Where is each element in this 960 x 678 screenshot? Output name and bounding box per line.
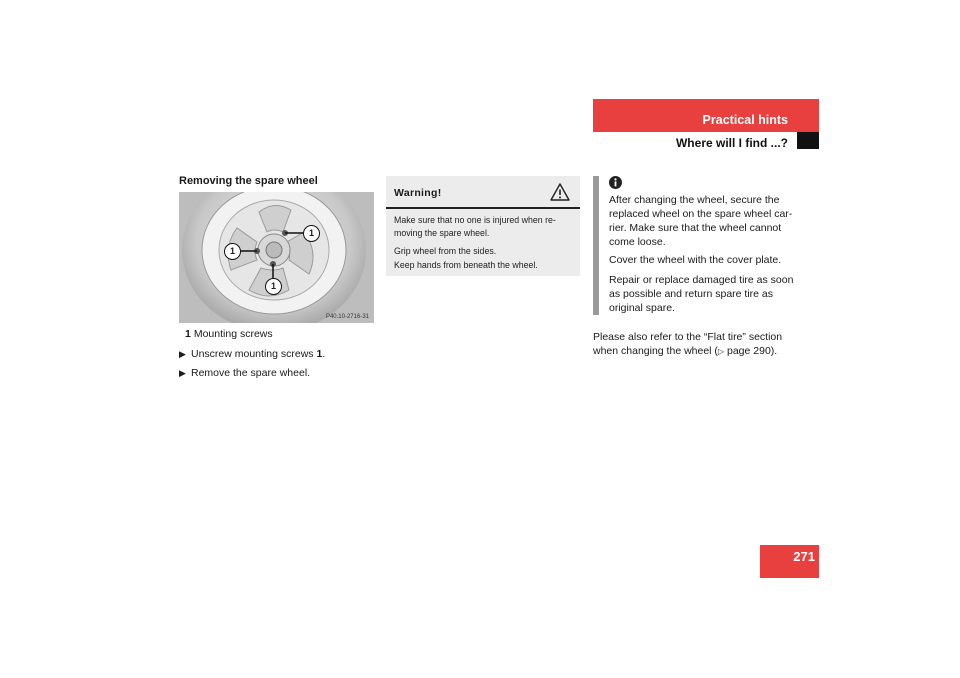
info-p1-line-2: replaced wheel on the spare wheel car-	[609, 208, 793, 220]
warning-line-2: moving the spare wheel.	[394, 228, 490, 238]
info-p1-line-4: come loose.	[609, 236, 666, 248]
photo-code: P40.10-2716-31	[325, 314, 369, 320]
info-p1-line-3: rier. Make sure that the wheel cannot	[609, 222, 782, 234]
callout-1-right: 1	[303, 225, 320, 242]
procedure-title: Removing the spare wheel	[179, 175, 318, 187]
info-p3-line-2: as possible and return spare tire as	[609, 288, 774, 300]
info-p3-line-1: Repair or replace damaged tire as soon	[609, 274, 794, 286]
legend-text: Mounting screws	[193, 328, 273, 340]
refer-line-2-start: when changing the wheel (	[593, 345, 718, 357]
step-1	[179, 347, 325, 361]
step-1-end: .	[322, 348, 326, 360]
refer-line-1: Please also refer to the “Flat tire” section	[593, 331, 783, 343]
page-number: 271	[793, 549, 815, 564]
step-2-text: Remove the spare wheel.	[191, 367, 311, 379]
info-bar	[593, 176, 599, 315]
page-ref-icon: ▷	[717, 347, 725, 356]
section-title: Practical hints	[702, 113, 788, 127]
warning-box	[386, 176, 580, 276]
info-p2: Cover the wheel with the cover plate.	[609, 254, 782, 266]
legend	[185, 327, 273, 341]
warning-line-3: Grip wheel from the sides.	[394, 246, 497, 256]
warning-divider	[386, 207, 580, 209]
warning-title: Warning!	[394, 187, 442, 199]
subsection-title: Where will I find ...?	[675, 136, 788, 150]
callout-1-bottom: 1	[265, 278, 282, 295]
warning-triangle-icon	[550, 182, 570, 202]
warning-line-4: Keep hands from beneath the wheel.	[394, 260, 538, 270]
header-black-tab	[797, 132, 819, 149]
info-p1-line-1: After changing the wheel, secure the	[609, 194, 780, 206]
spare-wheel-photo	[179, 192, 374, 323]
page-ref-link[interactable]: page 290).	[724, 345, 778, 357]
info-icon	[609, 176, 622, 189]
refer-line-2	[593, 344, 777, 359]
step-1-text: Unscrew mounting screws	[191, 348, 317, 360]
warning-line-1: Make sure that no one is injured when re-	[394, 215, 556, 225]
callout-1-left: 1	[224, 243, 241, 260]
step-1-ref: 1	[316, 348, 323, 360]
arrow-right-icon: ▶	[179, 368, 186, 378]
step-2	[179, 366, 310, 380]
arrow-right-icon: ▶	[179, 349, 186, 359]
info-p3-line-3: original spare.	[609, 302, 675, 314]
legend-number: 1	[185, 328, 191, 340]
